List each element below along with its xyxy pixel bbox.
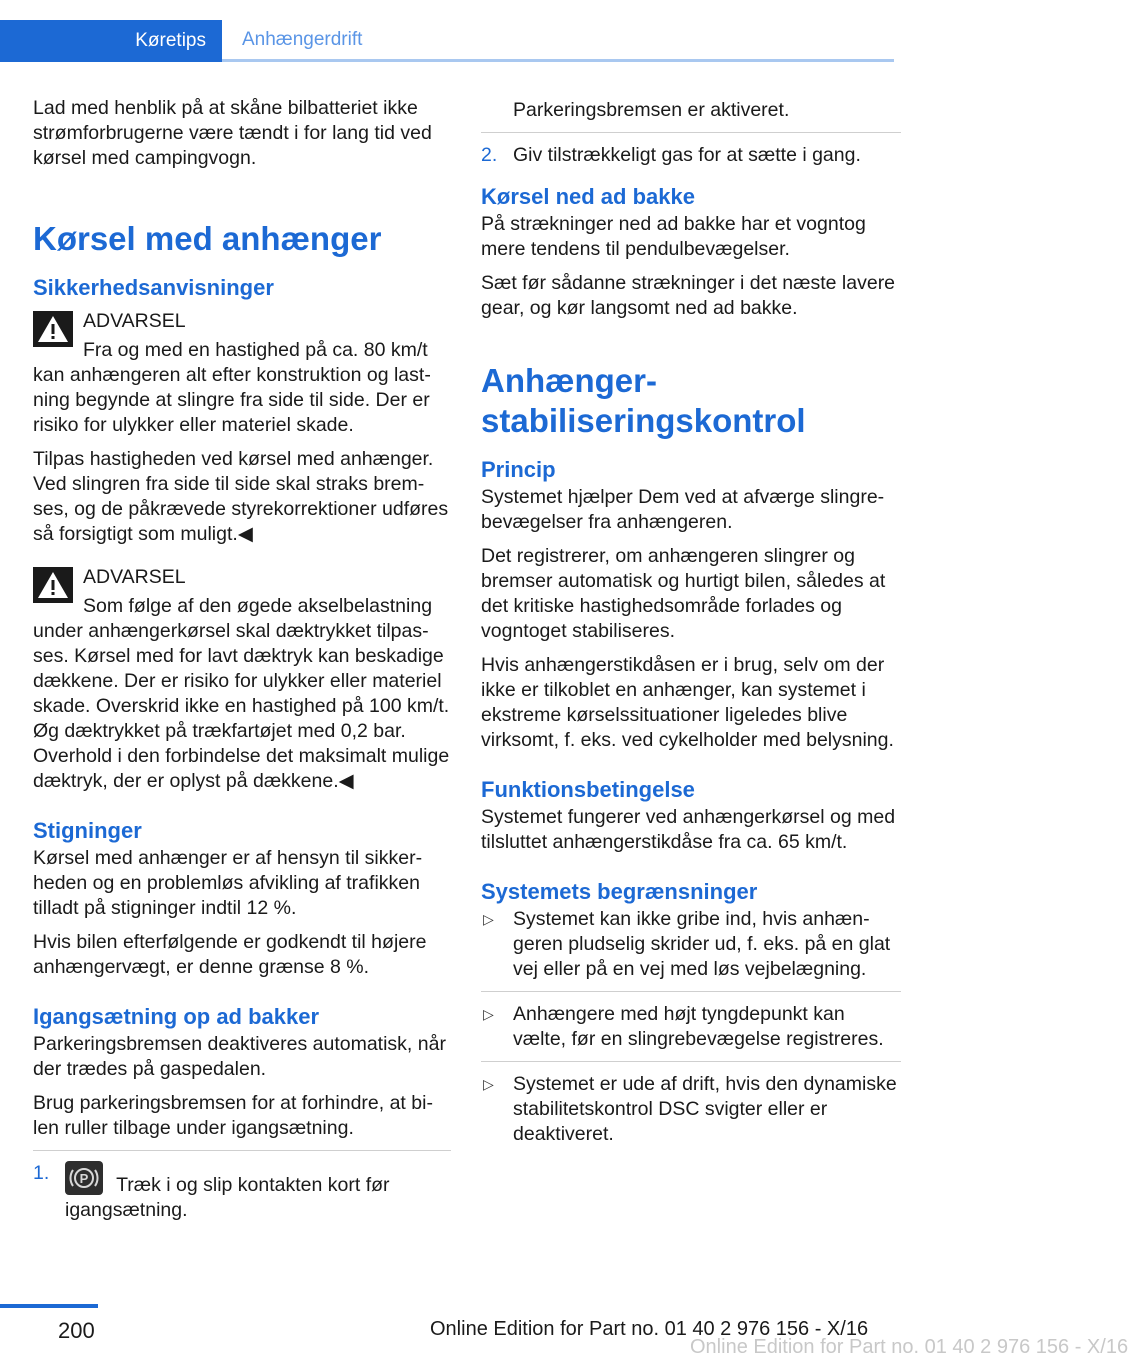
list-item-text: Systemet kan ikke gribe ind, hvis anhængeren pludselig skrider ud, f. eks. på en glat vej eller på en vej med løs vejbelægning.: [513, 908, 891, 980]
list-item-text: Systemet er ude af drift, hvis den dynamiske stabilitetskontrol DSC svigter eller er deaktiveret.: [513, 1073, 897, 1145]
triangle-bullet-icon: ▷: [483, 911, 494, 927]
list-item: [481, 907, 901, 982]
step-text: Træk i og slip kontakten kort før igangsætning.: [65, 1174, 390, 1221]
warning-block-2: [33, 565, 451, 794]
tab-koeretips[interactable]: Køretips: [0, 20, 222, 62]
heading-function-condition: Funktionsbetingelse: [481, 777, 695, 802]
watermark: Online Edition for Part no. 01 40 2 976 156 - X/16: [690, 1336, 1128, 1358]
heading-safety: Sikkerhedsanvisninger: [33, 275, 274, 300]
step-1-continuation: Parkeringsbremsen er aktiveret.: [513, 99, 790, 121]
step-1: [33, 1161, 451, 1223]
svg-text:P: P: [79, 1171, 89, 1186]
downhill-paragraph-1: På strækninger ned ad bakke har et vogntog mere tendens til pendulbevægelser.: [481, 213, 866, 260]
right-column: [481, 98, 901, 1156]
principle-paragraph-3: Hvis anhængerstikdåsen er i brug, selv om der ikke er tilkoblet en anhænger, kan systemet i ekstreme kørselssituationer ligeledes blive virksomt, f. eks. ved cykelholder med belysning.: [481, 654, 894, 751]
edition-text: Online Edition for Part no. 01 40 2 976 156 - X/16: [430, 1318, 869, 1340]
incline-paragraph-2: Hvis bilen efterfølgende er godkendt til højere anhængervægt, er denne grænse 8 %.: [33, 931, 427, 978]
divider: [481, 1061, 901, 1062]
left-column: [33, 96, 451, 1232]
heading-downhill: Kørsel ned ad bakke: [481, 184, 695, 209]
intro-paragraph: Lad med henblik på at skåne bilbatteriet ikke strømforbrugerne være tændt i for lang tid ved kørsel med campingvogn.: [33, 97, 432, 169]
parking-brake-icon: [65, 1161, 103, 1195]
footer-accent-line: [0, 1304, 98, 1308]
step-2: [481, 143, 901, 168]
list-item: [481, 1002, 901, 1052]
section-title-trailer-driving: Kørsel med anhænger: [33, 220, 382, 257]
principle-paragraph-2: Det registrerer, om anhængeren slingrer og bremser automatisk og hurtigt bilen, således at det kritiske hastighedsområde forlades og vogntoget stabiliseres.: [481, 545, 886, 642]
list-item-text: Anhængere med højt tyngdepunkt kan vælte, før en slingrebevægelse registreres.: [513, 1003, 884, 1050]
warning-title: ADVARSEL: [83, 310, 186, 332]
uphill-paragraph-2: Brug parkeringsbremsen for at forhindre, at bilen ruller tilbage under igangsætning.: [33, 1092, 433, 1139]
downhill-paragraph-2: Sæt før sådanne strækninger i det næste lavere gear, og kør langsomt ned ad bakke.: [481, 272, 896, 319]
principle-paragraph-1: Systemet hjælper Dem ved at afværge slingrebevægelser fra anhængeren.: [481, 486, 885, 533]
divider: [481, 132, 901, 133]
triangle-bullet-icon: ▷: [483, 1006, 494, 1022]
warning-text: Som følge af den øgede akselbelastning under anhængerkørsel skal dæktrykket tilpasses. Kørsel med for lavt dæktryk kan beskadige dækkene. Der er risiko for ulykker eller materiel skade. Overskrid ikke en hastighed på 100 km/t. Øg dæktrykket på trækfartøjet med 0,2 bar. Overhold i den forbindelse det maksimalt mulige dæktryk, der er oplyst på dækkene.◀: [33, 595, 450, 792]
section-title-trailer-stability: Anhængerstabiliseringskontrol: [481, 362, 806, 439]
warning-text-2: Tilpas hastigheden ved kørsel med anhænger. Ved slingren fra side til side skal straks bremses, og de påkrævede styrekorrektioner udføres så forsigtigt som muligt.◀: [33, 448, 449, 545]
divider: [33, 1150, 451, 1151]
step-text: Giv tilstrækkeligt gas for at sætte i gang.: [513, 144, 861, 166]
tab-anhaengerdrift[interactable]: Anhængerdrift: [222, 20, 894, 62]
heading-uphill-start: Igangsætning op ad bakker: [33, 1004, 320, 1029]
warning-block-1: [33, 309, 451, 547]
warning-triangle-icon: [33, 567, 73, 603]
heading-principle: Princip: [481, 457, 556, 482]
triangle-bullet-icon: ▷: [483, 1076, 494, 1092]
heading-system-limits: Systemets begrænsninger: [481, 879, 758, 904]
header: [0, 0, 960, 62]
step-number: 1.: [33, 1162, 50, 1184]
step-number: 2.: [481, 144, 498, 166]
warning-text: Fra og med en hastighed på ca. 80 km/t kan anhængeren alt efter konstruktion og lastning begynde at slingre fra side til side. Der er risiko for ulykker eller materiel skade.: [33, 339, 431, 436]
list-item: [481, 1072, 901, 1147]
uphill-paragraph-1: Parkeringsbremsen deaktiveres automatisk, når der trædes på gaspedalen.: [33, 1033, 446, 1080]
warning-title: ADVARSEL: [83, 566, 186, 588]
heading-inclines: Stigninger: [33, 818, 142, 843]
incline-paragraph-1: Kørsel med anhænger er af hensyn til sikkerheden og en problemløs afvikling af trafikken tilladt på stigninger indtil 12 %.: [33, 847, 423, 919]
divider: [481, 991, 901, 992]
page-number: 200: [58, 1318, 95, 1343]
warning-triangle-icon: [33, 311, 73, 347]
function-paragraph: Systemet fungerer ved anhængerkørsel og med tilsluttet anhængerstikdåse fra ca. 65 km/t.: [481, 806, 896, 853]
